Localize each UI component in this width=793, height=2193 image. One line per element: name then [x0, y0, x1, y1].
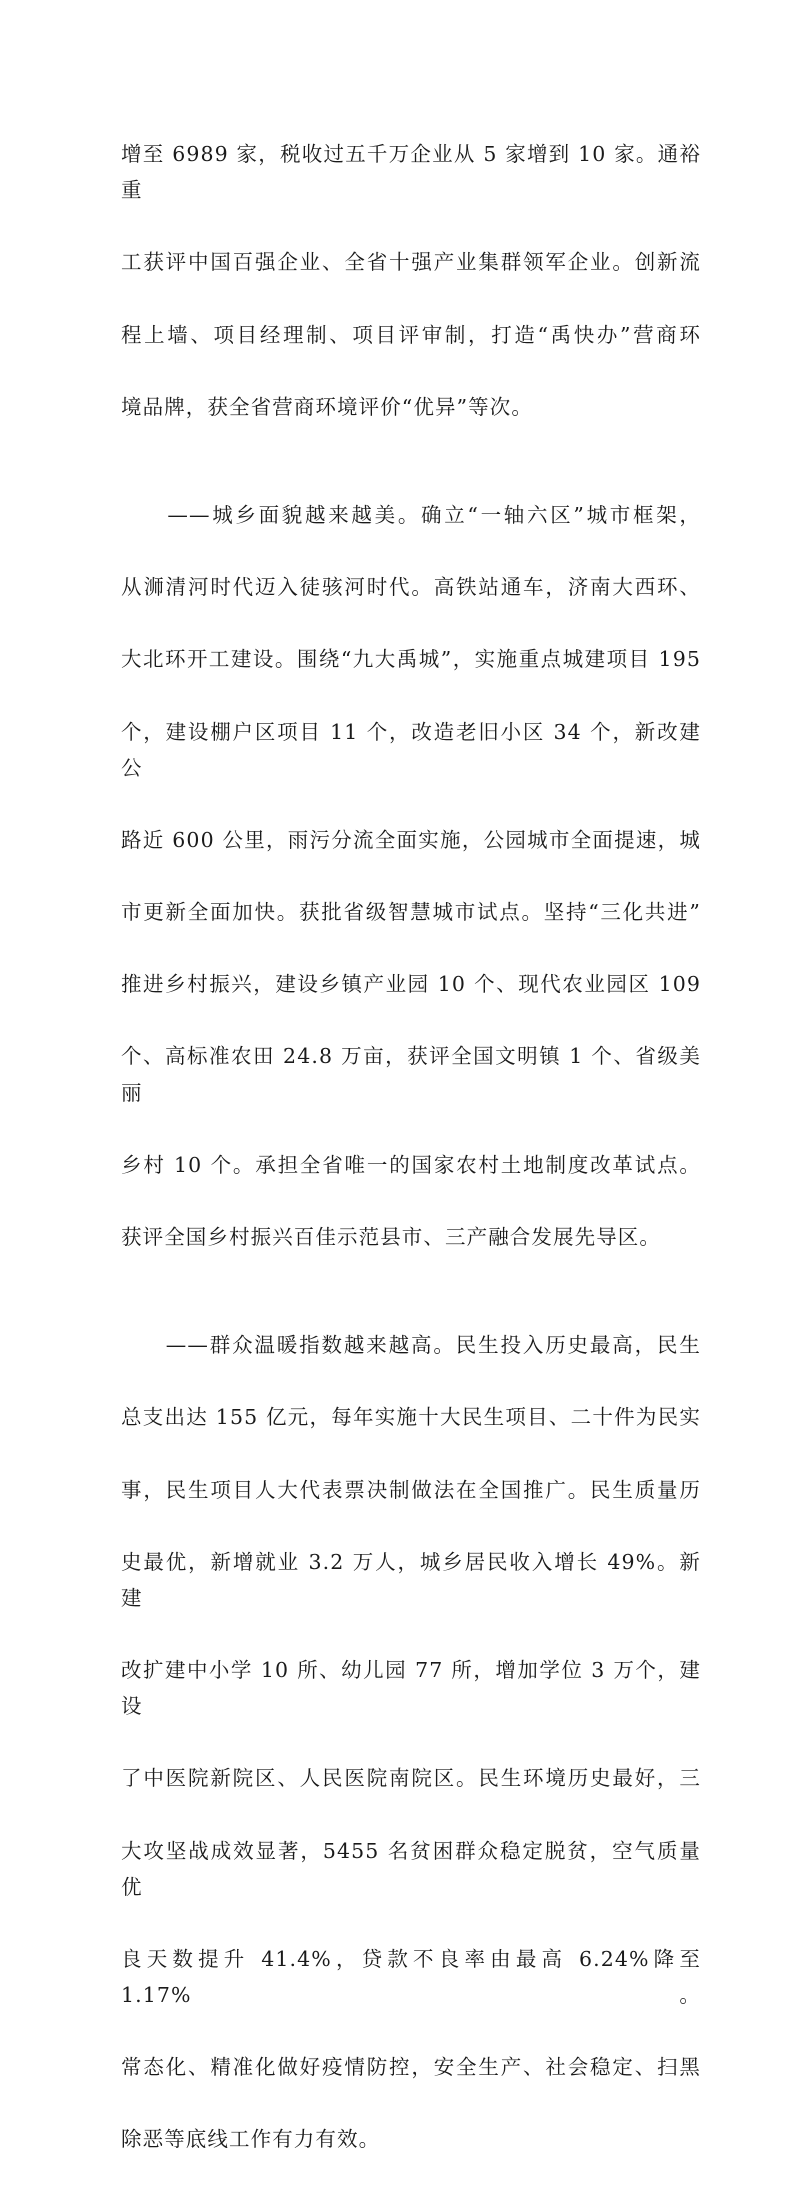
paragraph-urban-rural — [121, 461, 701, 1291]
text-line: 工获评中国百强企业、全省十强产业集群领军企业。创新流 — [121, 250, 701, 275]
text-line: 市更新全面加快。获批省级智慧城市试点。坚持“三化共进” — [121, 900, 701, 925]
text-line: 乡村 10 个。承担全省唯一的国家农村土地制度改革试点。 — [121, 1152, 701, 1177]
text-line: 个、高标准农田 24.8 万亩，获评全国文明镇 1 个、省级美丽 — [121, 1044, 701, 1105]
text-line: 境品牌，获全省营商环境评价“优异”等次。 — [121, 394, 533, 419]
text-line: 获评全国乡村振兴百佳示范县市、三产融合发展先导区。 — [121, 1224, 661, 1249]
text-line: 路近 600 公里，雨污分流全面实施，公园城市全面提速，城 — [121, 827, 701, 852]
text-line: 个，建设棚户区项目 11 个，改造老旧小区 34 个，新改建公 — [121, 719, 701, 780]
text-line: 大攻坚战成效显著，5455 名贫困群众稳定脱贫，空气质量优 — [121, 1838, 701, 1899]
text-line: 良天数提升 41.4%，贷款不良率由最高 6.24%降至 1.17%。 — [121, 1946, 701, 2007]
text-line: 总支出达 155 亿元，每年实施十大民生项目、二十件为民实 — [121, 1405, 701, 1430]
text-line: 除恶等底线工作有力有效。 — [121, 2127, 381, 2152]
document-body — [121, 100, 701, 2193]
text-line: 改扩建中小学 10 所、幼儿园 77 所，增加学位 3 万个，建设 — [121, 1658, 701, 1719]
paragraph-business — [121, 100, 701, 461]
text-line: 了中医院新院区、人民医院南院区。民生环境历史最好，三 — [121, 1766, 701, 1791]
text-line: 大北环开工建设。围绕“九大禹城”，实施重点城建项目 195 — [121, 647, 701, 672]
text-line: 从浉清河时代迈入徒骇河时代。高铁站通车，济南大西环、 — [121, 575, 701, 600]
text-line: 常态化、精准化做好疫情防控，安全生产、社会稳定、扫黑 — [121, 2055, 701, 2080]
text-line: 推进乡村振兴，建设乡镇产业园 10 个、现代农业园区 109 — [121, 972, 701, 997]
text-line: 事，民生项目人大代表票决制做法在全国推广。民生质量历 — [121, 1477, 701, 1502]
text-line: 史最优，新增就业 3.2 万人，城乡居民收入增长 49%。新建 — [121, 1549, 701, 1610]
text-line: 增至 6989 家，税收过五千万企业从 5 家增到 10 家。通裕重 — [121, 142, 701, 203]
text-line: ——群众温暖指数越来越高。民生投入历史最高，民生 — [121, 1333, 701, 1358]
paragraph-livelihood — [121, 1291, 701, 2193]
text-line: ——城乡面貌越来越美。确立“一轴六区”城市框架， — [121, 503, 701, 528]
text-line: 程上墙、项目经理制、项目评审制，打造“禹快办”营商环 — [121, 322, 701, 347]
